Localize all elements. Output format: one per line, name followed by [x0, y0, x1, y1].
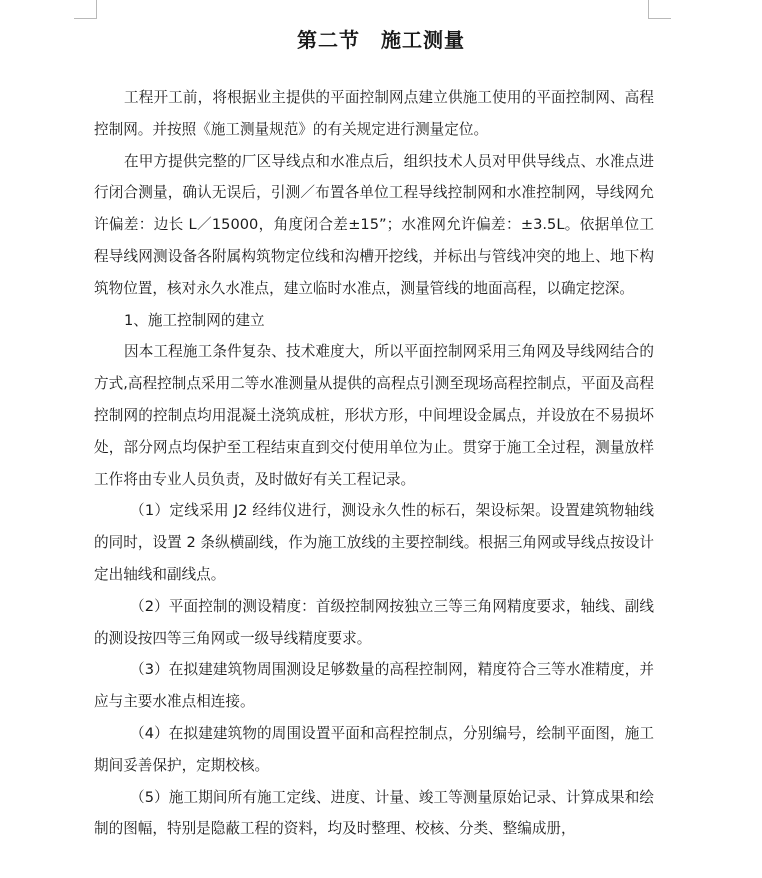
section-title: 第二节 施工测量 — [297, 28, 465, 52]
document-body — [94, 82, 654, 845]
list-item-5: （5）施工期间所有施工定线、进度、计量、竣工等测量原始记录、计算成果和绘制的图幅，特别是隐蔽工程的资料，均及时整理、校核、分类、整编成册， — [94, 788, 654, 838]
page-corner-mark-right — [648, 0, 671, 19]
list-item-2: （2）平面控制的测设精度：首级控制网按独立三等三角网精度要求，轴线、副线的测设按四等三角网或一级导线精度要求。 — [94, 597, 654, 647]
list-item-3: （3）在拟建建筑物周围测设足够数量的高程控制网，精度符合三等水准精度，并应与主要水准点相连接。 — [94, 661, 654, 711]
paragraph-control-points: 在甲方提供完整的厂区导线点和水准点后，组织技术人员对甲供导线点、水准点进行闭合测量，确认无误后，引测／布置各单位工程导线控制网和水准控制网，导线网允许偏差：边长 L／15000，角度闭合差±15”；水准网允许偏差：±3.5L。依据单位工程导线网测设备各附属构筑物定位线和沟槽开挖线，并标出与管线冲突的地上、地下构筑物位置，核对永久水准点，建立临时水准点，测量管线的地面高程，以确定挖深。 — [94, 152, 654, 297]
subheading-control-network: 1、施工控制网的建立 — [124, 311, 265, 329]
page-corner-mark-left — [74, 0, 97, 19]
list-item-4: （4）在拟建建筑物的周围设置平面和高程控制点，分别编号，绘制平面图，施工期间妥善保护，定期校核。 — [94, 724, 654, 774]
paragraph-intro: 工程开工前，将根据业主提供的平面控制网点建立供施工使用的平面控制网、高程控制网。并按照《施工测量规范》的有关规定进行测量定位。 — [94, 89, 654, 138]
list-item-1: （1）定线采用 J2 经纬仪进行，测设永久性的标石，架设标架。设置建筑物轴线的同时，设置 2 条纵横副线，作为施工放线的主要控制线。根据三角网或导线点按设计定出轴线和副线点。 — [94, 502, 654, 583]
paragraph-network-method: 因本工程施工条件复杂、技术难度大，所以平面控制网采用三角网及导线网结合的方式,高程控制点采用二等水准测量从提供的高程点引测至现场高程控制点，平面及高程控制网的控制点均用混凝土浇筑成桩，形状方形，中间埋设金属点，并设放在不易损坏处，部分网点均保护至工程结束直到交付使用单位为止。贯穿于施工全过程，测量放样工作将由专业人员负责，及时做好有关工程记录。 — [94, 343, 654, 488]
